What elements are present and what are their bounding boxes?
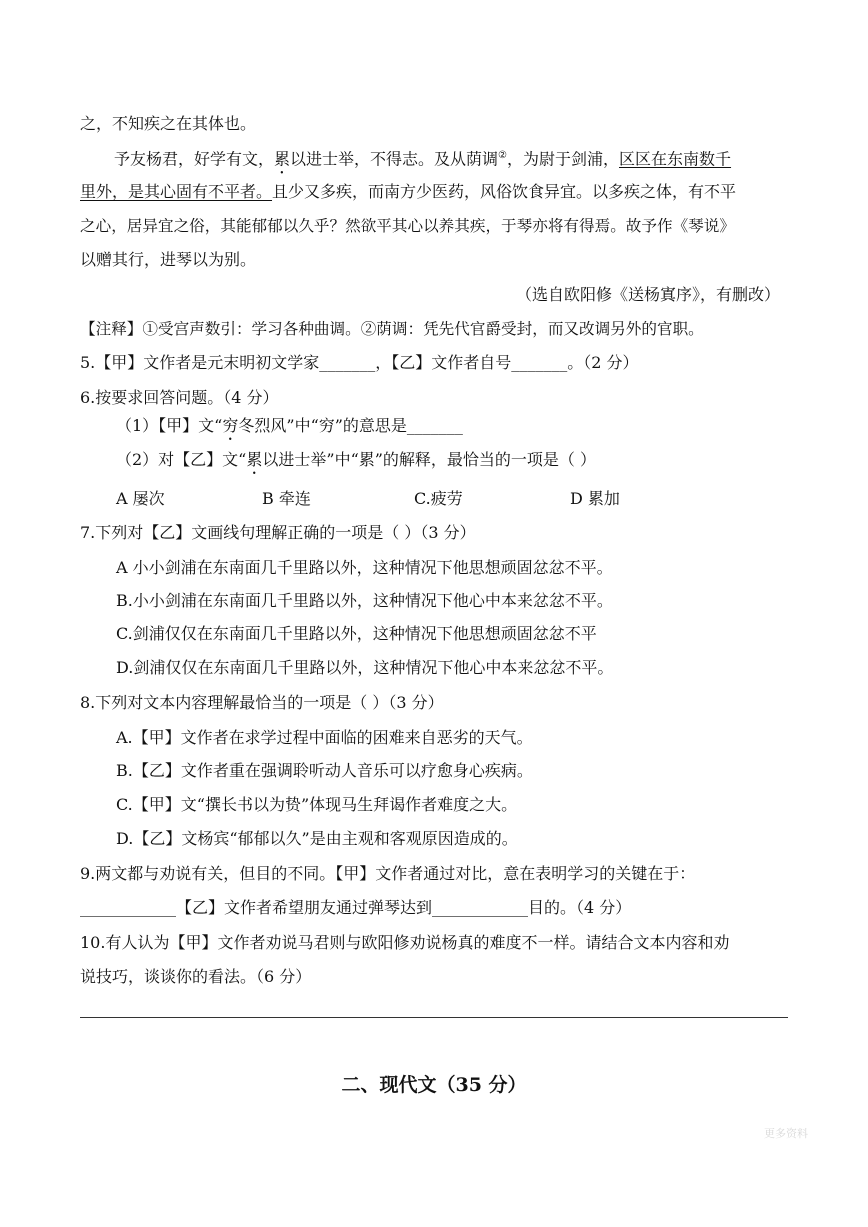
text-span: 且少又多疾，而南方少医药，风俗饮食异宜。以多疾之体，有不平	[272, 182, 737, 201]
q6-option-a: A 屡次	[116, 489, 165, 508]
q7-option-b: B.小小剑浦在东南面几千里路以外，这种情况下他心中本来忿忿不平。	[116, 591, 613, 610]
passage-source: （选自欧阳修《送杨寘序》，有删改）	[515, 285, 780, 304]
question-5: 5.【甲】文作者是元末明初文学家_______，【乙】文作者自号_______。（2 分）	[80, 353, 639, 372]
text-span: 以进士举”中“累”的解释，最恰当的一项是（ ）	[262, 450, 597, 469]
text-span: （1）【甲】文“	[116, 416, 223, 435]
question-6: 6.按要求回答问题。（4 分）	[80, 388, 279, 407]
watermark: 更多资料	[764, 1127, 808, 1140]
question-10-line-2: 说技巧，谈谈你的看法。（6 分）	[80, 967, 312, 986]
question-9-line-1: 9.两文都与劝说有关，但目的不同。【甲】文作者通过对比，意在表明学习的关键在于：	[80, 864, 696, 883]
passage-line-1: 之，不知疾之在其体也。	[80, 114, 257, 133]
q7-option-d: D.剑浦仅仅在东南面几千里路以外，这种情况下他心中本来忿忿不平。	[116, 658, 614, 677]
question-7: 7.下列对【乙】文画线句理解正确的一项是（ ）（3 分）	[80, 523, 476, 542]
q8-option-a: A.【甲】文作者在求学过程中面临的困难来自恶劣的天气。	[116, 728, 533, 747]
text-span: 以进士举，不得志。及从荫调	[290, 149, 499, 169]
section-title: 二、现代文（35 分）	[341, 1074, 527, 1096]
passage-line-4: 之心，居异宜之俗，其能郁郁以久乎？然欲平其心以养其疾，于琴亦将有得焉。故予作《琴说》	[80, 217, 735, 235]
underlined-text: 区区在东南数千	[619, 149, 732, 169]
question-10-line-1: 10.有人认为【甲】文作者劝说马君则与欧阳修劝说杨真的难度不一样。请结合文本内容和劝	[80, 933, 730, 952]
q8-option-b: B.【乙】文作者重在强调聆听动人音乐可以疗愈身心疾病。	[116, 761, 533, 780]
text-span: （2）对【乙】文“	[116, 450, 247, 469]
passage-line-5: 以赠其行，进琴以为别。	[80, 250, 257, 269]
question-8: 8.下列对文本内容理解最恰当的一项是（ ）（3 分）	[80, 693, 444, 712]
dotted-char: 累	[246, 450, 263, 469]
text-span: 冬烈风”中“穷”的意思是_______	[238, 416, 463, 435]
passage-line-3	[80, 180, 736, 204]
question-9-line-2: ____________【乙】文作者希望朋友通过弹琴达到____________目的。（4 分）	[80, 898, 632, 917]
text-span: ，为尉于剑浦，	[507, 149, 620, 169]
annotation-notes: 【注释】①受宫声数引：学习各种曲调。②荫调：凭先代官爵受封，而又改调另外的官职。	[80, 320, 704, 338]
question-6-1	[116, 414, 463, 444]
q7-option-c: C.剑浦仅仅在东南面几千里路以外，这种情况下他思想顽固忿忿不平	[116, 624, 597, 643]
underlined-text: 里外，是其心固有不平者。	[80, 182, 273, 201]
dotted-char: 穷	[222, 416, 239, 435]
q6-option-c: C.疲劳	[414, 489, 463, 508]
q8-option-d: D.【乙】文杨宾“郁郁以久”是由主观和客观原因造成的。	[116, 829, 518, 848]
q7-option-a: A 小小剑浦在东南面几千里路以外，这种情况下他思想顽固忿忿不平。	[116, 558, 613, 577]
passage-line-2	[114, 144, 731, 177]
answer-line	[80, 1017, 788, 1018]
text-span: 予友杨君，好学有文，	[114, 149, 275, 169]
q6-option-d: D 累加	[570, 489, 620, 508]
footnote-mark: ②	[498, 150, 508, 161]
question-6-2	[116, 448, 596, 478]
q6-option-b: B 牵连	[262, 489, 311, 508]
q8-option-c: C.【甲】文“撰长书以为贽”体现马生拜谒作者难度之大。	[116, 795, 518, 814]
dotted-char: 累	[274, 149, 291, 169]
